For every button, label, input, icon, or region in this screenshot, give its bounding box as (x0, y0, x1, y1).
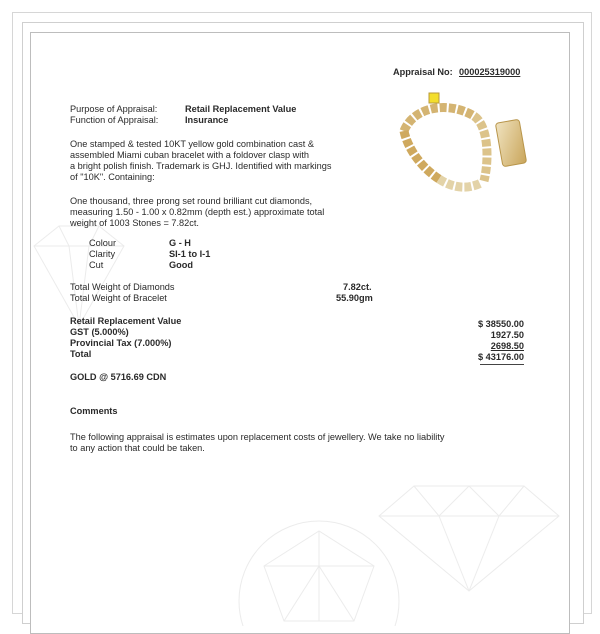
appraisal-document (34, 36, 564, 606)
grade-value-clarity: SI-1 to I-1 (169, 249, 211, 259)
grade-label-colour: Colour (89, 238, 117, 248)
diamonds-line: measuring 1.50 - 1.00 x 0.82mm (depth est.) approximate total (70, 207, 325, 217)
function-label: Function of Appraisal: (70, 115, 159, 125)
function-value: Insurance (185, 115, 229, 125)
grade-label-clarity: Clarity (89, 249, 116, 259)
appraisal-number-label: Appraisal No: (393, 67, 453, 77)
diamonds-line: One thousand, three prong set round brilliant cut diamonds, (70, 196, 313, 206)
description-line: One stamped & tested 10KT yellow gold combination cast & (70, 139, 314, 149)
comments-line: The following appraisal is estimates upon replacement costs of jewellery. We take no liability (70, 432, 445, 442)
gst-label: GST (5.000%) (70, 327, 129, 337)
diamond-watermark-right (369, 476, 569, 596)
description-line: a bright polish finish. Trademark is GHJ. Identified with markings (70, 161, 332, 171)
grade-label-cut: Cut (89, 260, 104, 270)
gst-value: 1927.50 (490, 330, 524, 340)
total-label: Total (70, 349, 92, 359)
comments-line: to any action that could be taken. (70, 443, 205, 453)
appraisal-number: 000025319000 (459, 67, 521, 77)
purpose-value: Retail Replacement Value (185, 104, 297, 114)
total-bracelet-value: 55.90gm (336, 293, 373, 303)
gold-price: GOLD @ 5716.69 CDN (70, 372, 167, 382)
bracelet-photo (379, 91, 539, 201)
grade-value-colour: G - H (169, 238, 191, 248)
grade-value-cut: Good (169, 260, 193, 270)
total-underline (480, 364, 524, 365)
diamonds-line: weight of 1003 Stones = 7.82ct. (70, 218, 199, 228)
description-line: of "10K". Containing: (70, 172, 155, 182)
rrv-value: $ 38550.00 (478, 319, 524, 329)
purpose-label: Purpose of Appraisal: (70, 104, 158, 114)
total-diamonds-value: 7.82ct. (343, 282, 372, 292)
comments-heading: Comments (70, 406, 118, 416)
pst-label: Provincial Tax (7.000%) (70, 338, 172, 348)
description-line: assembled Miami cuban bracelet with a foldover clasp with (70, 150, 309, 160)
pst-value: 2698.50 (490, 341, 524, 351)
rrv-label: Retail Replacement Value (70, 316, 182, 326)
total-value: $ 43176.00 (478, 352, 524, 362)
total-diamonds-label: Total Weight of Diamonds (70, 282, 175, 292)
total-bracelet-label: Total Weight of Bracelet (70, 293, 167, 303)
